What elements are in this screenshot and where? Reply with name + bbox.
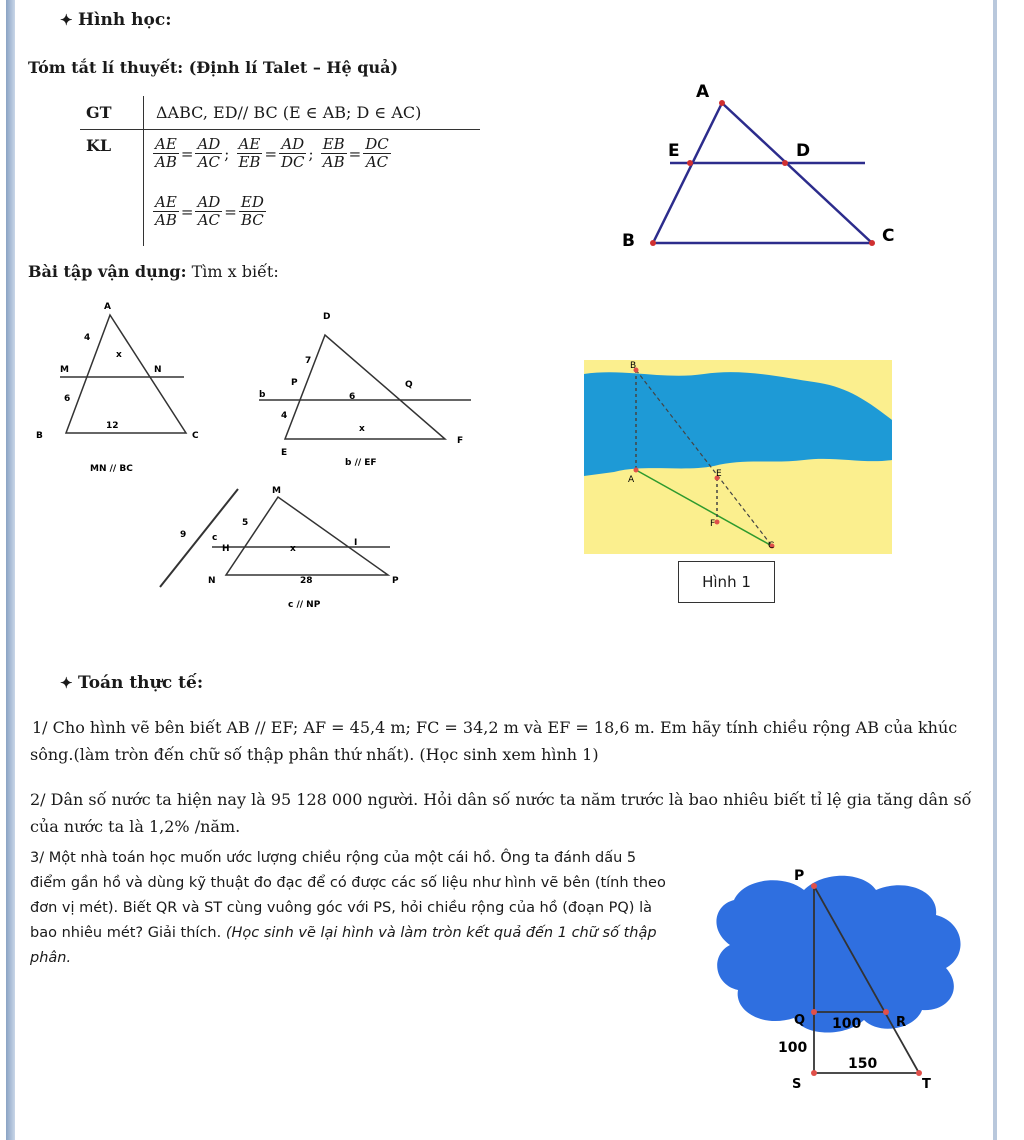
fig-c-caption: c // NP: [288, 600, 321, 610]
point-b: [650, 240, 656, 246]
fig-a-side1: 4: [84, 333, 91, 343]
point-d: [782, 160, 788, 166]
talet-triangle-figure: [610, 78, 900, 258]
problem-3-text: 3/ Một nhà toán học muốn ước lượng chiều rộng của một cái hồ. Ông ta đánh dấu 5 điểm gần hồ và dùng kỹ thuật đo đạc để có được các số liệu như hình vẽ bên (tính theo đơn vị mét). Biết QR và ST cùng vuông góc với PS, hỏi chiều rộng của hồ (đoạn PQ) là bao nhiêu mét? Giải thích.: [30, 850, 666, 941]
river-label-f: F: [710, 519, 716, 529]
section-geometry-title: Hình học:: [78, 10, 172, 30]
fraction: $\frac{ED}{BC}$: [240, 193, 264, 229]
fig-b-label-p: P: [291, 378, 298, 388]
bullet-icon: ✦: [60, 11, 73, 29]
fraction: $\frac{AD}{AC}$: [197, 135, 221, 171]
fig-a-label-a: A: [104, 302, 111, 312]
label-e: E: [668, 141, 680, 161]
fig-b-label-d: D: [323, 312, 331, 322]
gt-kl-table: [80, 96, 480, 246]
label-d: D: [796, 141, 811, 161]
label-b: B: [622, 231, 635, 251]
gt-text: ΔABC, ED// BC (E ∈ AB; D ∈ AC): [156, 103, 422, 122]
lake-label-t: T: [922, 1077, 931, 1092]
lake-label-s: S: [792, 1077, 802, 1092]
lake-point-q: [811, 1009, 817, 1015]
problem-1: 1/ Cho hình vẽ bên biết AB // EF; AF = 45,4 m; FC = 34,2 m và EF = 18,6 m. Em hãy tính chiều rộng AB của khúc sông.(làm tròn đến chữ số thập phân thứ nhất). (Học sinh xem hình 1): [30, 718, 958, 764]
lake-label-p: P: [794, 868, 805, 884]
point-c: [869, 240, 875, 246]
gt-label: GT: [86, 103, 112, 122]
lake-label-r: R: [896, 1015, 907, 1030]
lake-point-r: [883, 1009, 889, 1015]
river-label-e: E: [716, 469, 722, 479]
fraction: $\frac{AE}{EB}$: [238, 135, 261, 171]
fraction: $\frac{AD}{AC}$: [197, 193, 221, 229]
problem-3: [30, 846, 666, 971]
fig-b-top: 6: [349, 392, 356, 402]
lake-label-q: Q: [794, 1013, 806, 1028]
lake-shape: [716, 876, 960, 1033]
fig-c-label-p: P: [392, 576, 399, 586]
point-a: [719, 100, 725, 106]
fig-c-label-n: N: [208, 576, 216, 586]
fraction: $\frac{EB}{AB}$: [322, 135, 345, 171]
river-figure: [584, 360, 894, 556]
river-label-a: A: [628, 475, 635, 485]
fig-b-side2: 4: [281, 411, 288, 421]
point-e: [687, 160, 693, 166]
figure-1-label: Hình 1: [678, 561, 775, 603]
fraction: $\frac{AD}{DC}$: [281, 135, 305, 171]
exercise-title: Bài tập vận dụng:: [28, 262, 187, 281]
table-horizontal-line: [80, 129, 480, 130]
lake-point-p: [811, 883, 817, 889]
fig-c-label-line-c: c: [212, 533, 218, 543]
theory-title: Tóm tắt lí thuyết: (Định lí Talet – Hệ quả): [28, 58, 399, 77]
kl-row1: $\frac{AE}{AB}$ = $\frac{AD}{AC}$ ; $\frac{AE}{EB}$ = $\frac{AD}{DC}$ ; $\frac{EB}{AB}$ = $\frac{DC}{AC}$: [155, 135, 389, 171]
fig-a-label-n: N: [154, 365, 162, 375]
lake-figure: [664, 860, 984, 1100]
lake-point-s: [811, 1070, 817, 1076]
lake-length-st: 150: [848, 1056, 878, 1072]
exercise-subtitle: Tìm x biết:: [191, 262, 279, 281]
fig-a-side2: 6: [64, 394, 71, 404]
exercise-figure-b: [245, 305, 480, 470]
fig-c-x: x: [290, 544, 296, 554]
bullet-icon: ✦: [60, 674, 73, 692]
fig-c-side1: 5: [242, 518, 249, 528]
page-border-right: [993, 0, 997, 1140]
fig-b-label-f: F: [457, 436, 464, 446]
problem-3-note: (Học sinh vẽ lại hình và làm tròn kết quả đến 1 chữ số thập phân.: [30, 925, 657, 966]
fig-a-label-c: C: [192, 431, 199, 441]
fig-b-side1: 7: [305, 356, 312, 366]
fig-b-x: x: [359, 424, 365, 434]
fraction: $\frac{AE}{AB}$: [155, 193, 177, 229]
river-label-c: C: [768, 541, 775, 551]
fig-b-label-line-b: b: [259, 390, 266, 400]
fig-c-side2: 9: [180, 530, 187, 540]
table-vertical-line: [143, 96, 144, 246]
lake-length-qs: 100: [778, 1040, 808, 1056]
fig-c-label-i: I: [354, 538, 358, 548]
kl-label: KL: [86, 136, 112, 155]
triangle-abc: [653, 103, 872, 243]
fraction: $\frac{DC}{AC}$: [365, 135, 389, 171]
problem-2: 2/ Dân số nước ta hiện nay là 95 128 000 người. Hỏi dân số nước ta năm trước là bao nhiêu biết tỉ lệ gia tăng dân số của nước ta là 1,2% /năm.: [30, 790, 972, 836]
fig-a-label-m: M: [60, 365, 69, 375]
river-label-b: B: [630, 361, 637, 371]
label-c: C: [882, 226, 895, 246]
fig-b-label-e: E: [281, 448, 288, 458]
fig-a-base: 12: [106, 421, 119, 431]
section-practical-title: Toán thực tế:: [78, 673, 204, 693]
fig-b-caption: b // EF: [345, 458, 377, 468]
label-a: A: [696, 82, 710, 102]
lake-point-t: [916, 1070, 922, 1076]
fig-a-label-b: B: [36, 431, 43, 441]
fig-c-label-h: H: [222, 544, 230, 554]
fig-a-x: x: [116, 350, 122, 360]
fig-c-label-m: M: [272, 486, 281, 496]
fig-c-base: 28: [300, 576, 313, 586]
section-geometry-heading: [60, 10, 171, 30]
fig-b-label-q: Q: [405, 380, 413, 390]
kl-row2: $\frac{AE}{AB}$ = $\frac{AD}{AC}$ = $\frac{ED}{BC}$: [155, 193, 264, 229]
exercise-heading: [28, 262, 279, 281]
exercise-figure-a: [28, 295, 213, 480]
fraction: $\frac{AE}{AB}$: [155, 135, 177, 171]
lake-length-qr: 100: [832, 1016, 862, 1032]
section-practical-heading: [60, 673, 203, 693]
page-border-left: [6, 0, 15, 1140]
exercise-figure-c: [150, 485, 410, 615]
fig-a-caption: MN // BC: [90, 464, 133, 474]
